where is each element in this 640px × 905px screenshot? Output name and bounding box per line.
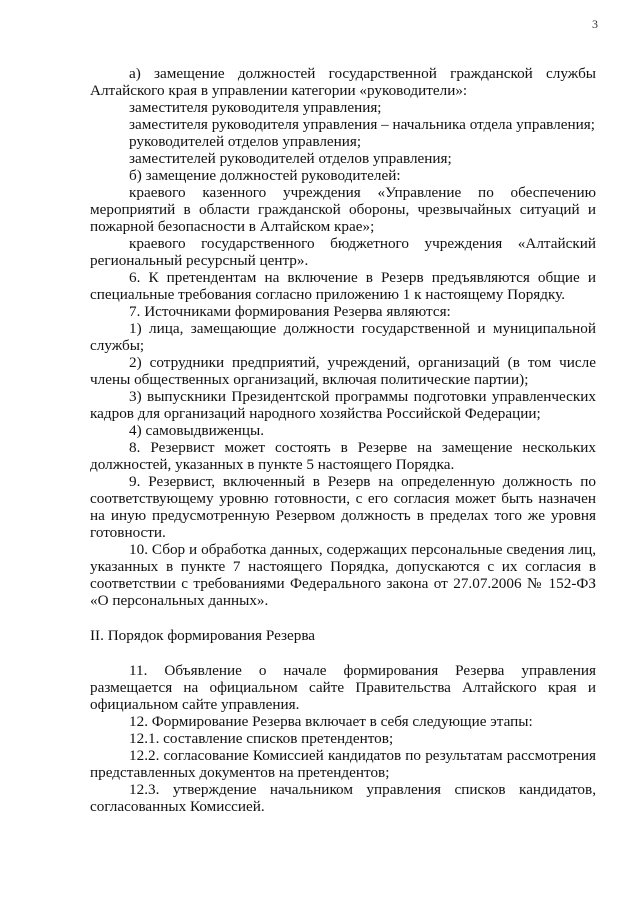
page-number: 3	[592, 17, 598, 31]
paragraph-deputy-head-dept: заместителя руководителя управления – начальника отдела управления;	[129, 116, 595, 133]
section-heading: II. Порядок формирования Резерва	[90, 627, 316, 644]
paragraph-12-3: 12.3. утверждение начальником управления списков кандидатов, согласованных Комиссией.	[90, 781, 596, 815]
paragraph-b: б) замещение должностей руководителей:	[129, 167, 401, 184]
paragraph-deputy-head: заместителя руководителя управления;	[129, 99, 382, 116]
paragraph-11: 11. Объявление о начале формирования Резерва управления размещается на официальном сайте Правительства Алтайского края и официальном сайте управления.	[90, 662, 596, 713]
paragraph-12-2: 12.2. согласование Комиссией кандидатов по результатам рассмотрения представленных документов на претендентов;	[90, 747, 596, 781]
paragraph-12-1: 12.1. составление списков претендентов;	[129, 730, 394, 747]
paragraph-8: 8. Резервист может состоять в Резерве на замещение нескольких должностей, указанных в пункте 5 настоящего Порядка.	[90, 439, 596, 473]
paragraph-a: а) замещение должностей государственной гражданской службы Алтайского края в управлении категории «руководители»:	[90, 65, 596, 99]
paragraph-kazennoe: краевого казенного учреждения «Управление по обеспечению мероприятий в области гражданской обороны, чрезвычайных ситуаций и пожарной безопасности в Алтайском крае»;	[90, 184, 596, 235]
paragraph-7-3: 3) выпускники Президентской программы подготовки управленческих кадров для организаций народного хозяйства Российской Федерации;	[90, 388, 596, 422]
paragraph-dept-heads: руководителей отделов управления;	[129, 133, 362, 150]
paragraph-7: 7. Источниками формирования Резерва являются:	[129, 303, 451, 320]
document-body	[90, 65, 596, 815]
paragraph-7-4: 4) самовыдвиженцы.	[129, 422, 265, 439]
paragraph-deputy-dept-heads: заместителей руководителей отделов управления;	[129, 150, 452, 167]
paragraph-10: 10. Сбор и обработка данных, содержащих персональные сведения лиц, указанных в пункте 7 настоящего Порядка, допускаются с их согласия в соответствии с требованиями Федерального закона от 27.07.2006 № 152-ФЗ «О персональных данных».	[90, 541, 596, 609]
paragraph-7-2: 2) сотрудники предприятий, учреждений, организаций (в том числе члены общественных организаций, включая политические партии);	[90, 354, 596, 388]
paragraph-7-1: 1) лица, замещающие должности государственной и муниципальной службы;	[90, 320, 596, 354]
paragraph-9: 9. Резервист, включенный в Резерв на определенную должность по соответствующему уровню готовности, с его согласия может быть назначен на иную предусмотренную Резервом должность в пределах того же уровня готовности.	[90, 473, 596, 541]
paragraph-12: 12. Формирование Резерва включает в себя следующие этапы:	[129, 713, 533, 730]
paragraph-6: 6. К претендентам на включение в Резерв предъявляются общие и специальные требования согласно приложению 1 к настоящему Порядку.	[90, 269, 596, 303]
paragraph-byudzhetnoe: краевого государственного бюджетного учреждения «Алтайский региональный ресурсный центр».	[90, 235, 596, 269]
